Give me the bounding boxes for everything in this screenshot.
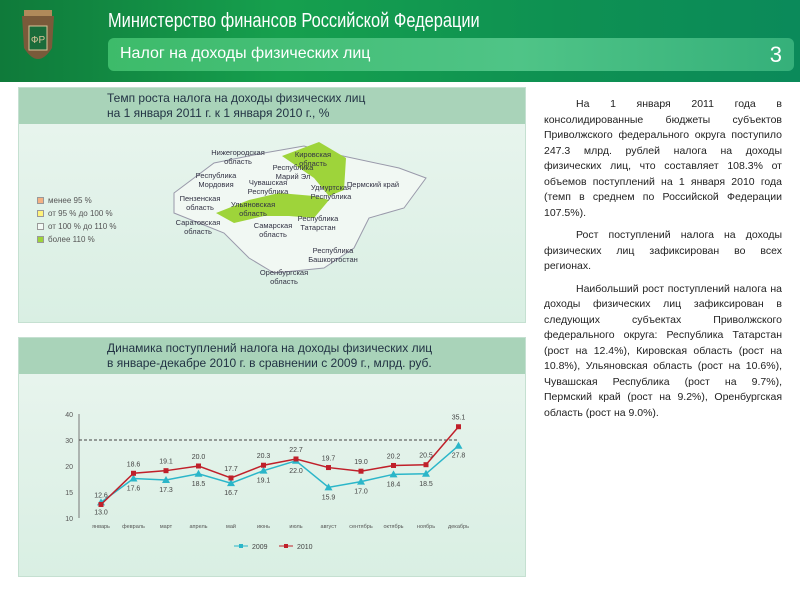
map-legend bbox=[37, 194, 117, 246]
legend-label: менее 95 % bbox=[48, 196, 92, 205]
y-tick-label: 20 bbox=[65, 464, 73, 471]
chart-title-line1: Динамика поступлений налога на доходы физических лиц bbox=[107, 341, 433, 355]
legend-item bbox=[37, 194, 117, 207]
data-label: 22.7 bbox=[289, 446, 303, 454]
legend-swatch bbox=[37, 210, 44, 217]
data-point-2010 bbox=[99, 502, 104, 507]
region-label: Республика Татарстан bbox=[297, 214, 339, 232]
x-tick-label: сентябрь bbox=[349, 524, 373, 530]
legend-swatch bbox=[37, 223, 44, 230]
slide-number: 3 bbox=[769, 42, 782, 67]
data-label: 19.7 bbox=[321, 455, 336, 463]
data-label: 27.8 bbox=[451, 452, 466, 460]
map-panel bbox=[18, 87, 526, 323]
legend-swatch bbox=[37, 197, 44, 204]
x-tick-label: январь bbox=[92, 524, 110, 530]
region-label: Нижегородская область bbox=[211, 148, 265, 166]
legend-item bbox=[37, 207, 117, 220]
data-label: 19.0 bbox=[354, 459, 368, 467]
paragraph-3: Наибольший рост поступлений налога на доходы физических лиц зафиксирован в следующих субъектах Приволжского федерального округа: Республика Татарстан (рост на 12.4%), Кировская область (рост на 10.8%), Ульяновская область (рост на 10.6%), Чувашская Республика (рост на 9.7%), Пермский край (рост на 9.2%), Оренбургская область (рост на 9.0%). bbox=[544, 282, 782, 419]
data-point-2009 bbox=[195, 470, 203, 477]
x-tick-label: декабрь bbox=[448, 524, 469, 530]
x-tick-label: июль bbox=[289, 524, 303, 530]
data-label: 18.4 bbox=[386, 481, 401, 489]
chart-legend-label: 2009 bbox=[252, 544, 268, 551]
data-point-2010 bbox=[229, 475, 234, 480]
data-label: 20.2 bbox=[386, 453, 401, 461]
x-tick-label: август bbox=[320, 524, 337, 530]
line-chart bbox=[19, 338, 527, 578]
data-point-2010 bbox=[164, 468, 169, 473]
y-tick-label: 15 bbox=[65, 490, 73, 497]
x-tick-label: июнь bbox=[256, 524, 271, 530]
data-label: 19.1 bbox=[256, 477, 271, 485]
legend-item bbox=[37, 233, 117, 246]
data-point-2010 bbox=[261, 463, 266, 468]
data-label: 35.1 bbox=[451, 414, 466, 422]
data-point-2010 bbox=[131, 471, 136, 476]
data-point-2010 bbox=[196, 464, 201, 469]
data-point-2010 bbox=[424, 462, 429, 467]
svg-text:ФР: ФР bbox=[30, 35, 46, 46]
header bbox=[0, 0, 800, 82]
map-title-line1: Темп роста налога на доходы физических лиц bbox=[107, 91, 366, 105]
legend-label: от 95 % до 100 % bbox=[48, 209, 113, 218]
x-tick-label: май bbox=[226, 524, 236, 530]
region-label: Самарская область bbox=[253, 221, 293, 239]
region-label: Саратовская область bbox=[175, 218, 221, 236]
data-label: 18.5 bbox=[191, 480, 206, 488]
y-tick-label: 30 bbox=[65, 438, 73, 445]
map-panel-title bbox=[19, 88, 525, 124]
data-label: 20.5 bbox=[419, 452, 433, 460]
ministry-title: Министерство финансов Российской Федерации bbox=[108, 10, 480, 32]
region-label: Удмуртская Республика bbox=[310, 183, 352, 201]
x-tick-label: март bbox=[159, 524, 173, 530]
region-label: Республика Башкортостан bbox=[308, 246, 358, 264]
data-point-2009 bbox=[455, 442, 463, 449]
data-label: 17.7 bbox=[224, 465, 238, 473]
data-label: 13.0 bbox=[94, 509, 108, 517]
data-label: 22.0 bbox=[289, 467, 303, 475]
data-label: 16.7 bbox=[224, 490, 238, 498]
legend-marker bbox=[284, 544, 288, 548]
legend-label: более 110 % bbox=[48, 235, 95, 244]
x-tick-label: апрель bbox=[189, 524, 208, 530]
data-label: 12.6 bbox=[94, 492, 108, 500]
data-label: 19.1 bbox=[159, 458, 173, 466]
data-point-2010 bbox=[326, 465, 331, 470]
data-point-2010 bbox=[456, 424, 461, 429]
y-tick-label: 10 bbox=[65, 516, 73, 523]
map-title-line2: на 1 января 2011 г. к 1 января 2010 г., % bbox=[107, 106, 330, 120]
region-label: Пензенская область bbox=[179, 194, 221, 212]
description-text bbox=[544, 97, 782, 428]
region-label: Пермский край bbox=[346, 180, 400, 189]
data-point-2010 bbox=[294, 456, 299, 461]
chart-legend-label: 2010 bbox=[297, 544, 313, 551]
legend-swatch bbox=[37, 236, 44, 243]
data-point-2010 bbox=[359, 469, 364, 474]
data-point-2010 bbox=[391, 463, 396, 468]
chart-panel bbox=[18, 337, 526, 577]
paragraph-1: На 1 января 2011 года в консолидированные бюджеты субъектов Приволжского федерального округа поступило 247.3 млрд. рублей налога на доходы физических лиц, что составляет 108.3% от объемов поступлений на 1 января 2010 года (темп в среднем по Российской Федерации 107.5%). bbox=[544, 98, 782, 219]
data-label: 20.3 bbox=[256, 453, 271, 461]
x-tick-label: ноябрь bbox=[416, 524, 436, 530]
region-label: Республика Мордовия bbox=[195, 171, 237, 189]
section-title: Налог на доходы физических лиц bbox=[120, 45, 371, 62]
legend-marker bbox=[239, 544, 243, 548]
region-label: Республика Марий Эл bbox=[272, 163, 314, 181]
legend-item bbox=[37, 220, 117, 233]
series-line-2009 bbox=[101, 446, 459, 503]
data-label: 18.6 bbox=[126, 461, 141, 469]
region-label: Кировская область bbox=[294, 150, 332, 168]
x-tick-label: февраль bbox=[122, 524, 145, 530]
x-tick-label: октябрь bbox=[383, 524, 404, 530]
legend-label: от 100 % до 110 % bbox=[48, 222, 117, 231]
data-label: 18.5 bbox=[419, 480, 433, 488]
paragraph-2: Рост поступлений налога на доходы физических лиц зафиксирован во всех регионах. bbox=[544, 229, 782, 272]
chart-title-line2: в январе-декабре 2010 г. в сравнении с 2009 г., млрд. руб. bbox=[107, 356, 432, 370]
data-label: 15.9 bbox=[321, 494, 336, 502]
section-bar bbox=[108, 38, 794, 71]
data-label: 17.0 bbox=[354, 488, 368, 496]
y-tick-label: 40 bbox=[65, 412, 73, 419]
data-label: 17.3 bbox=[159, 487, 173, 495]
data-label: 17.6 bbox=[126, 485, 141, 493]
region-label: Оренбургская область bbox=[259, 268, 309, 286]
ministry-emblem-logo bbox=[18, 8, 58, 78]
region-label: Ульяновская область bbox=[230, 200, 276, 218]
region-label: Чувашская Республика bbox=[247, 178, 289, 196]
data-label: 20.0 bbox=[191, 454, 206, 461]
